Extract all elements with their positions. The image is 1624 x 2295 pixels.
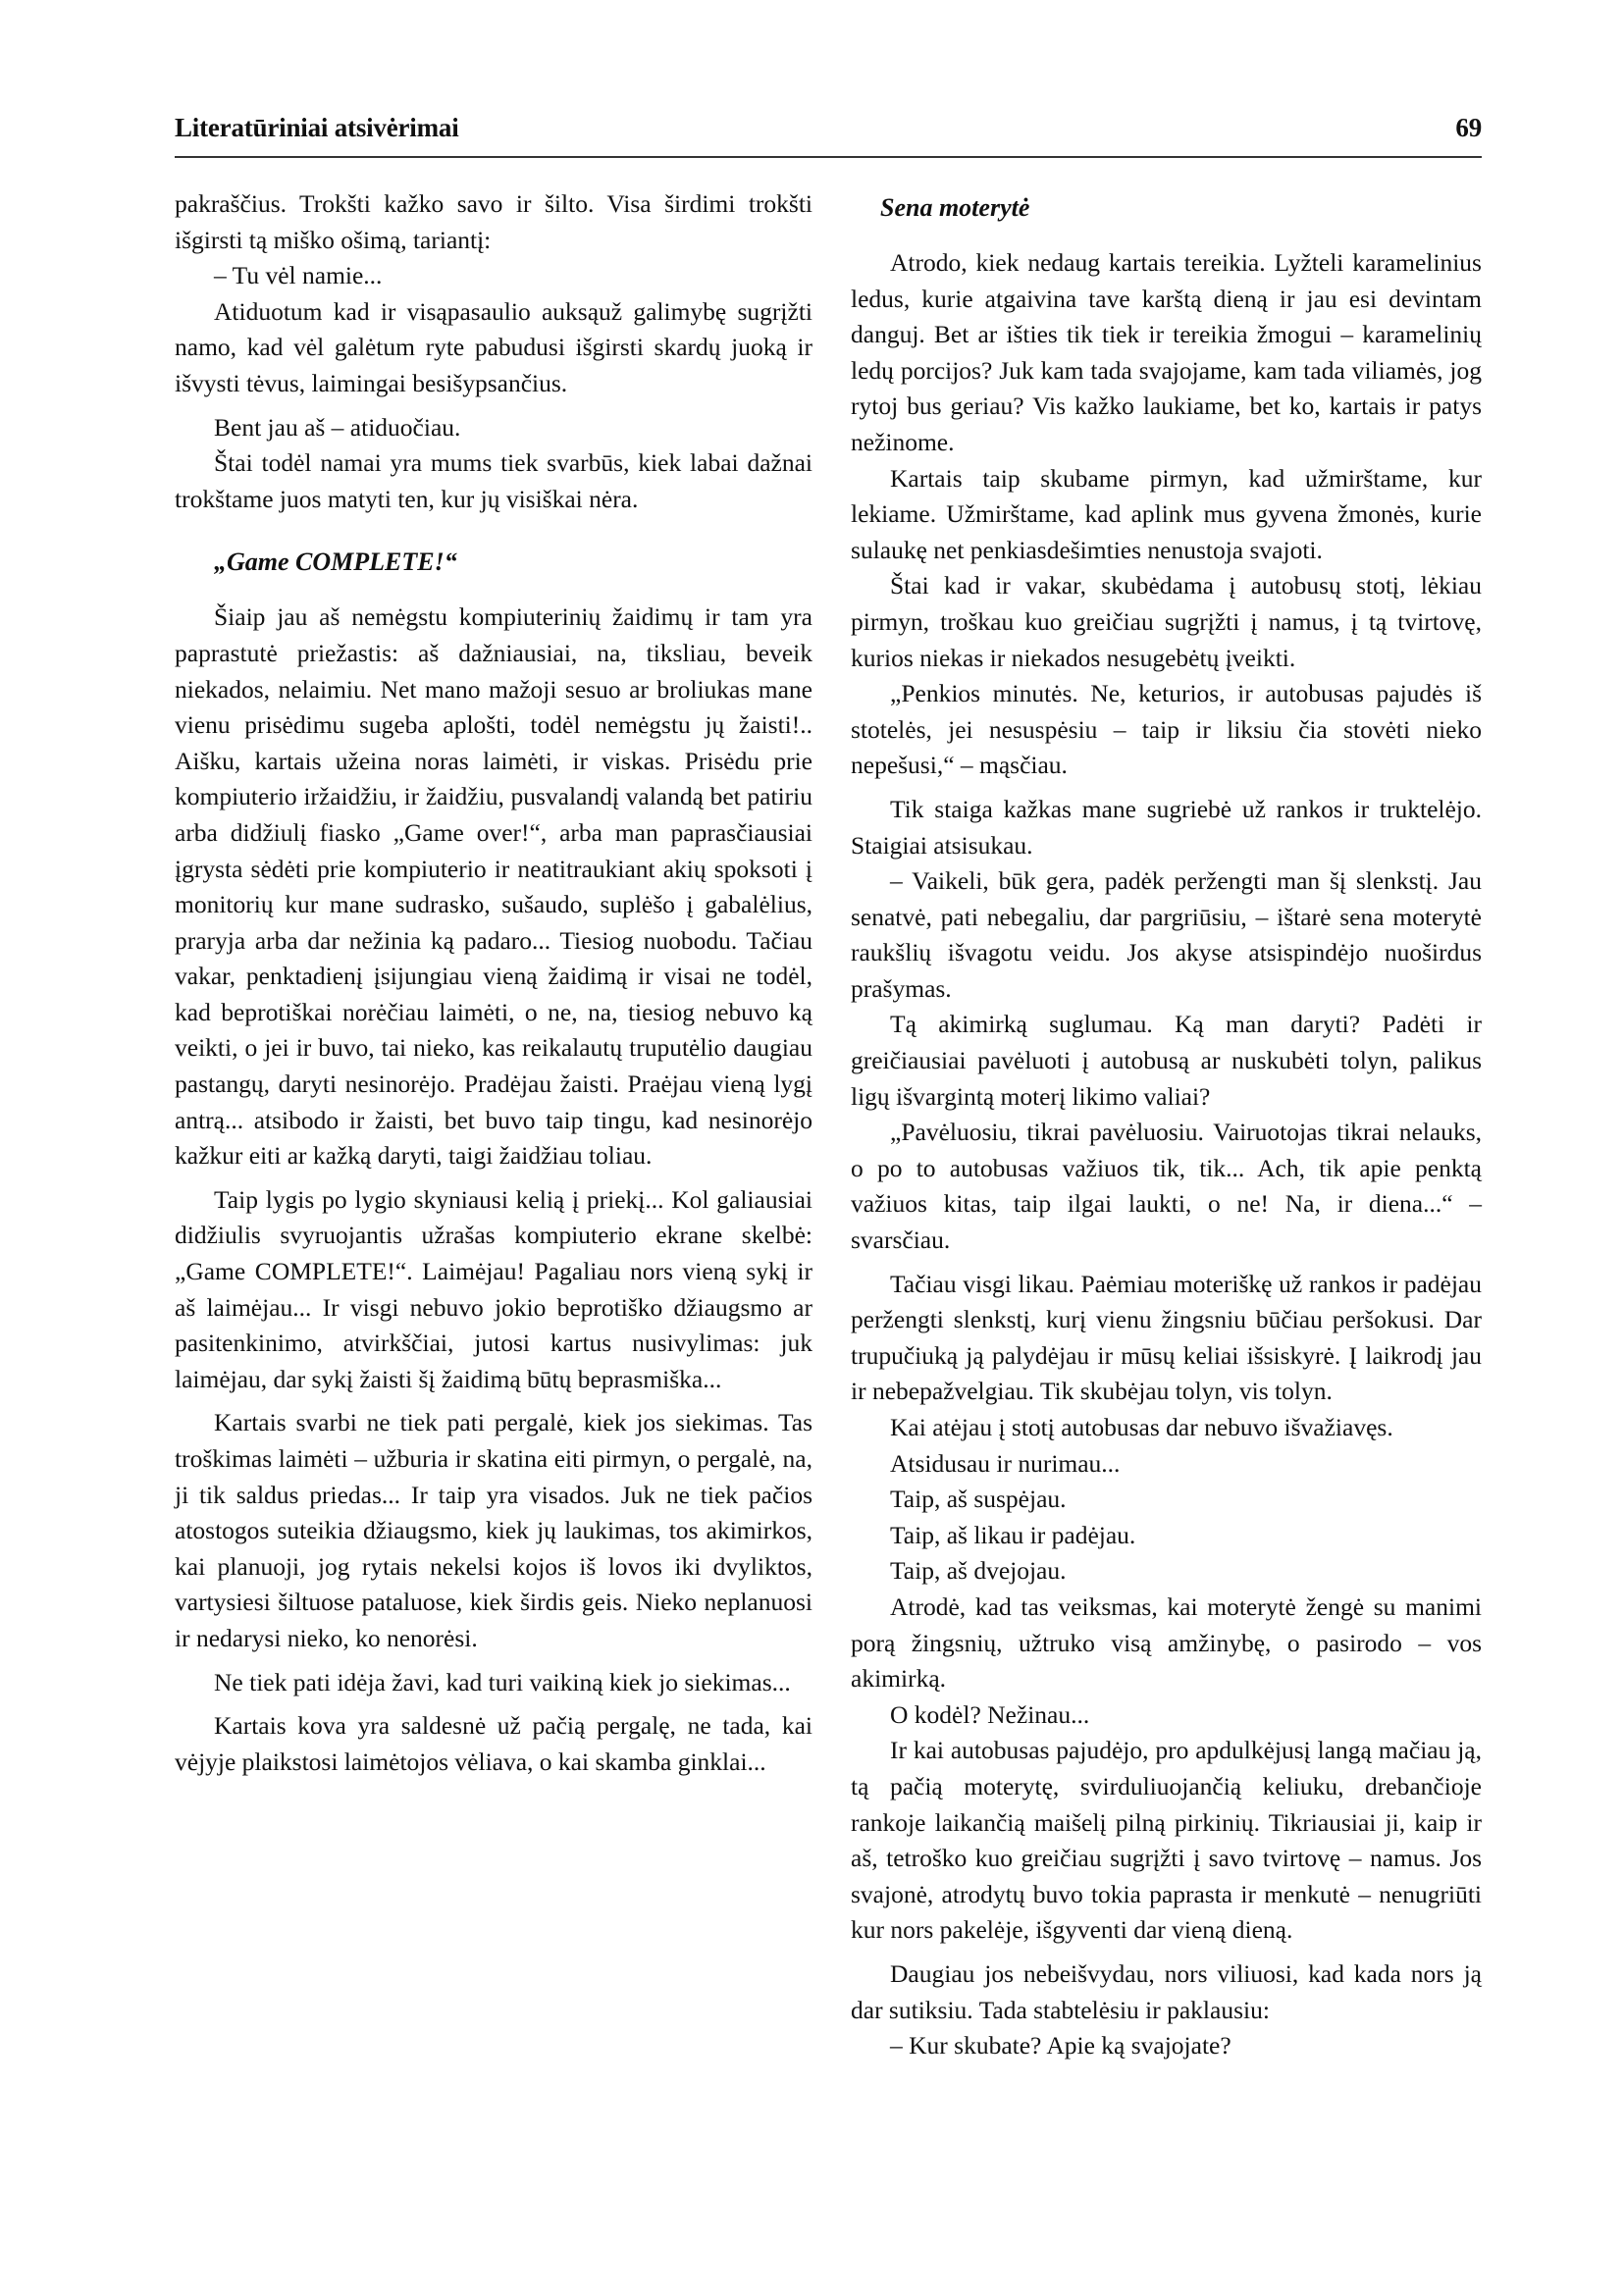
journal-title: Literatūriniai atsivėrimai xyxy=(175,113,459,142)
section-title-sena-moteryte: Sena moterytė xyxy=(880,193,1030,222)
paragraph: Ir kai autobusas pajudėjo, pro apdulkėjusį langą mačiau ją, tą pačią moterytę, svirduliuojančią keliuku, drebančioje rankoje laikančią maišelį pilną pirkinių. Tikriausiai ji, kaip ir aš, tetroško kuo greičiau sugrįžti į savo tvirtovę – namus. Jos svajonė, atrodytų buvo tokia paprasta ir menkutė – nenugriūti kur nors pakelėje, išgyventi dar vieną dieną. xyxy=(851,1736,1482,1945)
paragraph: pakraščius. Trokšti kažko savo ir šilto. Visa širdimi trokšti išgirsti tą miško ošimą, tariantį: xyxy=(175,189,812,254)
paragraph: Tik staiga kažkas mane sugriebė už rankos ir truktelėjo. Staigiai atsisukau. xyxy=(851,794,1482,860)
paragraph: Atrodė, kad tas veiksmas, kai moterytė žengė su manimi porą žingsnių, užtruko visą amžinybę, o pasirodo – vos akimirką. xyxy=(851,1591,1482,1694)
right-column xyxy=(851,186,1482,2064)
paragraph: Taip, aš suspėjau. xyxy=(890,1485,1067,1514)
paragraph: Kai atėjau į stotį autobusas dar nebuvo išvažiavęs. xyxy=(890,1413,1393,1441)
paragraph: Kartais taip skubame pirmyn, kad užmirštame, kur lekiame. Užmirštame, kad aplink mus gyvena žmonės, kurie sulaukę net penkiasdešimties nenustoja svajoti. xyxy=(851,463,1482,564)
paragraph: Daugiau jos nebeišvydau, nors viliuosi, kad kada nors ją dar sutiksiu. Tada stabtelėsiu ir paklausiu: xyxy=(851,1958,1482,2024)
paragraph: „Penkios minutės. Ne, keturios, ir autobusas pajudės iš stotelės, jei nesuspėsiu – taip ir liksiu čia stovėti nieko nepešusi,“ – mąsčiau. xyxy=(851,679,1482,780)
page-number: 69 xyxy=(1455,113,1482,142)
paragraph: Štai todėl namai yra mums tiek svarbūs, kiek labai dažnai trokštame juos matyti ten, kur jų visiškai nėra. xyxy=(175,448,812,513)
paragraph: Ne tiek pati idėja žavi, kad turi vaikiną kiek jo siekimas... xyxy=(214,1667,791,1696)
paragraph: Kartais svarbi ne tiek pati pergalė, kiek jos siekimas. Tas troškimas laimėti – užburia ir skatina eiti pirmyn, o pergalė, na, ji tik saldus priedas... Ir taip yra visados. Juk ne tiek pačios atostogos suteikia džiaugsmo, kiek jų laukimas, tos akimirkos, kai planuoji, jog rytais nekelsi kojos iš lovos iki dvyliktos, vartysiesi šiltuose pataluose, kiek širdis geis. Nieko neplanuosi ir nedarysi nieko, ko nenorėsi. xyxy=(175,1408,812,1652)
section-title-game-complete: „Game COMPLETE!“ xyxy=(214,548,457,577)
paragraph: Štai kad ir vakar, skubėdama į autobusų stotį, lėkiau pirmyn, troškau kuo greičiau sugrįžti į namus, į tą tvirtovę, kurios niekas ir niekados nesugebėtų įveikti. xyxy=(851,571,1482,672)
paragraph: „Pavėluosiu, tikrai pavėluosiu. Vairuotojas tikrai nelauks, o po to autobusas važiuos tik, tik... Ach, tik apie penktą važiuos kitas, taip ilgai laukti, o ne! Na, ir diena...“ – svarsčiau. xyxy=(851,1118,1482,1255)
paragraph: Bent jau aš – atiduočiau. xyxy=(214,412,461,442)
paragraph: Šiaip jau aš nemėgstu kompiuterinių žaidimų ir tam yra paprastutė priežastis: aš dažniausiai, na, tiksliau, beveik niekados, nelaimiu. Net mano mažoji sesuo ar broliukas mane vienu prisėdimu sugeba aplošti, todėl nemėgstu jų žaisti!.. Aišku, kartais užeina noras laimėti, ir viskas. Prisėdu prie kompiuterio iržaidžiu, ir žaidžiu, pusvalandį valandą bet patiriu arba didžiulį fiasko „Game over!“, arba man paprasčiausiai įgrysta sėdėti prie kompiuterio ir neatitraukiant akių spoksoti į monitorių kur mane sudrasko, sušaudo, suplėšo į gabalėlius, praryja arba dar nežinia ką padaro... Tiesiog nuobodu. Tačiau vakar, penktadienį įsijungiau vieną žaidimą ir visai ne todėl, kad beprotiškai norėčiau laimėti, o ne, na, tiesiog nebuvo ką veikti, o jei ir buvo, tai nieko, kas reikalautų truputėlio daugiau pastangų, daryti nesinorėjo. Pradėjau žaisti. Praėjau vieną lygį antrą... atsibodo ir žaisti, bet buvo taip tingu, kad nesinorėjo kažkur eiti ar kažką daryti, taigi žaidžiau toliau. xyxy=(175,602,812,1171)
header-rule xyxy=(175,156,1482,158)
paragraph: Taip, aš likau ir padėjau. xyxy=(890,1520,1136,1549)
paragraph: Atrodo, kiek nedaug kartais tereikia. Lyžteli karamelinius ledus, kurie atgaivina tave karštą dieną ir jau esi devintam danguj. Bet ar išties tik tiek ir tereikia žmogui – karamelinių ledų porcijos? Juk kam tada svajojame, kam tada viliamės, jog rytoj bus geriau? Vis kažko laukiame, bet ko, kartais ir patys nežinome. xyxy=(851,248,1482,456)
left-column xyxy=(175,186,812,1780)
paragraph: Tą akimirką suglumau. Ką man daryti? Padėti ir greičiausiai pavėluoti į autobusą ar nuskubėti tolyn, palikus ligų išvargintą moterį likimo valiai? xyxy=(851,1010,1482,1111)
paragraph: Atsidusau ir nurimau... xyxy=(890,1448,1121,1478)
paragraph: Atiduotum kad ir visąpasaulio auksąuž galimybę sugrįžti namo, kad vėl galėtum ryte pabudusi išgirsti skardų juoką ir išvysti tėvus, laimingai besišypsančius. xyxy=(175,296,812,397)
paragraph: Tačiau visgi likau. Paėmiau moteriškę už rankos ir padėjau peržengti slenkstį, kurį vienu žingsniu būčiau peršokusi. Dar trupučiuką ją palydėjau ir mūsų keliai išsiskyrė. Į laikrodį jau ir nebepažvelgiau. Tik skubėjau tolyn, vis tolyn. xyxy=(851,1269,1482,1406)
running-header xyxy=(175,113,1482,152)
paragraph: – Vaikeli, būk gera, padėk peržengti man šį slenkstį. Jau senatvė, pati nebegaliu, dar pargriūsiu, – ištarė sena moterytė raukšlių išvagotu veidu. Jos akyse atsispindėjo nuoširdus prašymas. xyxy=(851,866,1482,1003)
paragraph: Kartais kova yra saldesnė už pačią pergalę, ne tada, kai vėjyje plaikstosi laimėtojos vėliava, o kai skamba ginklai... xyxy=(175,1711,812,1776)
paragraph: Taip lygis po lygio skyniausi kelią į priekį... Kol galiausiai didžiulis svyruojantis užrašas kompiuterio ekrane skelbė: „Game COMPLETE!“. Laimėjau! Pagaliau nors vieną sykį ir aš laimėjau... Ir visgi nebuvo jokio beprotiško džiaugsmo ar pasitenkinimo, atvirkščiai, jutosi kartus nusivylimas: juk laimėjau, dar sykį žaisti šį žaidimą būtų beprasmiška... xyxy=(175,1184,812,1393)
paragraph: – Kur skubate? Apie ką svajojate? xyxy=(890,2031,1231,2060)
paragraph: Taip, aš dvejojau. xyxy=(890,1556,1067,1586)
paragraph: O kodėl? Nežinau... xyxy=(890,1699,1090,1729)
paragraph: – Tu vėl namie... xyxy=(214,261,383,290)
